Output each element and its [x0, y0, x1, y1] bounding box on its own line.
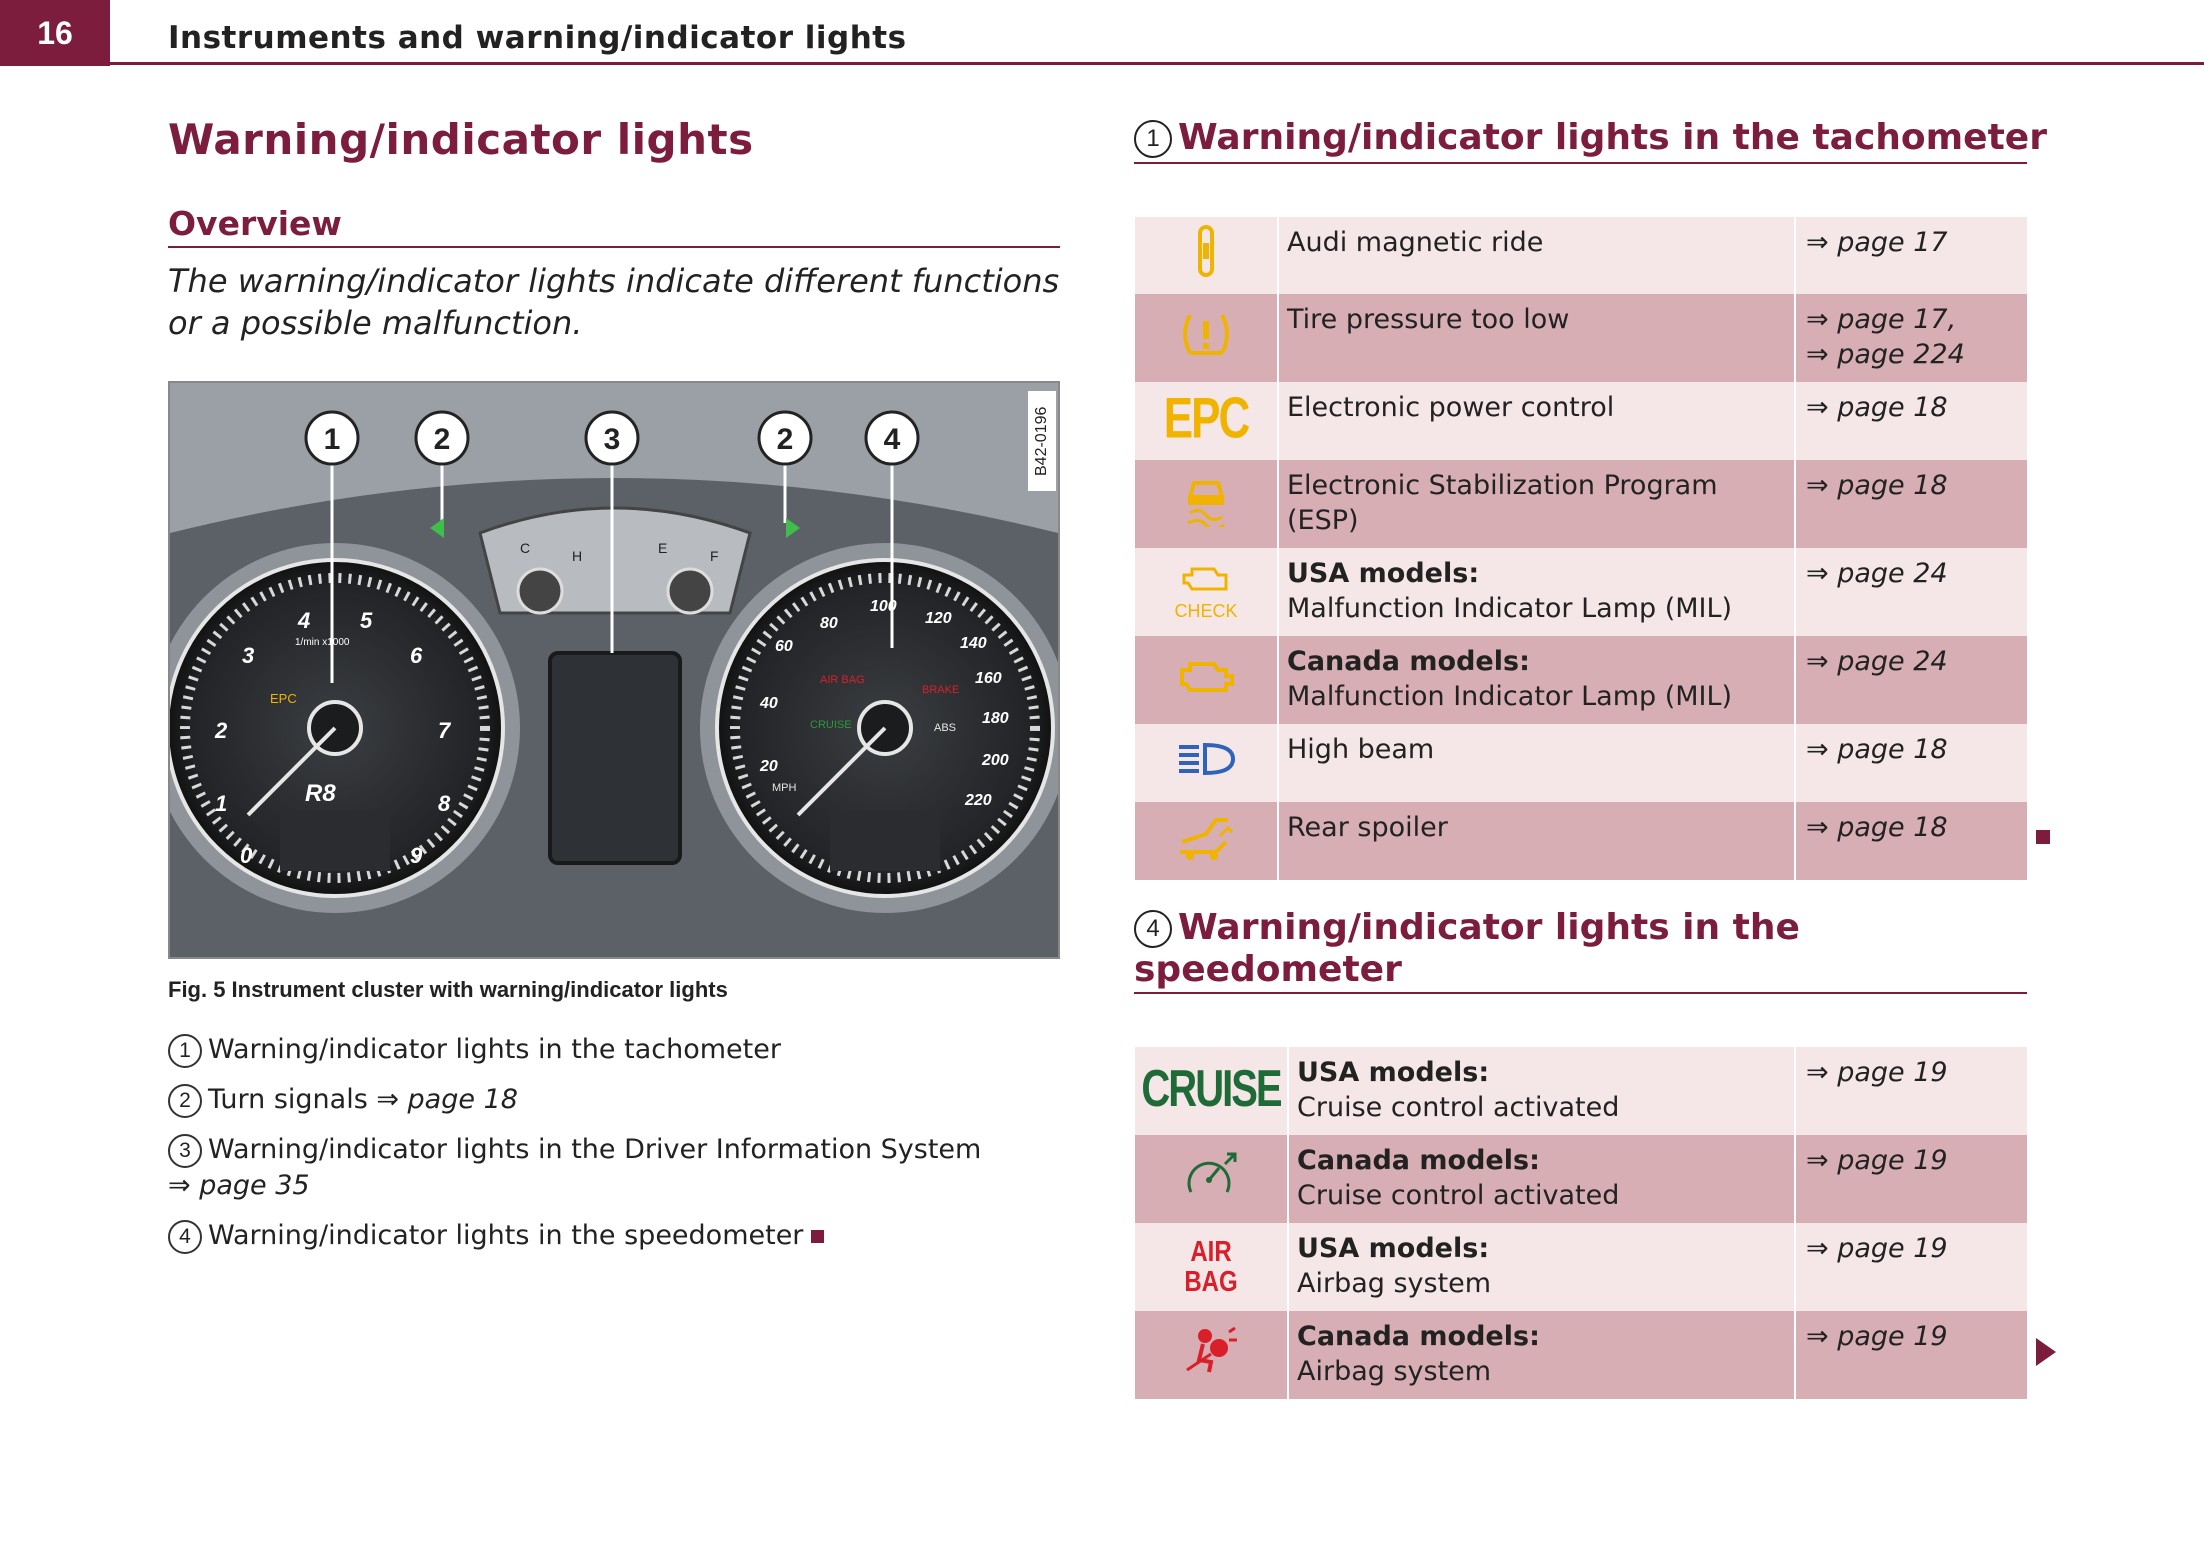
- speedo-abs-label: ABS: [934, 722, 957, 734]
- epc-icon: EPC: [1135, 382, 1278, 460]
- header-title: Instruments and warning/indicator lights: [168, 20, 907, 56]
- tach-number-9: 9: [410, 843, 423, 868]
- table-row: [1135, 1135, 2027, 1223]
- tire-pressure-icon: [1135, 294, 1278, 382]
- intro-text: [168, 260, 1068, 344]
- light-description: USA models: Cruise control activated: [1288, 1047, 1795, 1135]
- magnetic-ride-icon: [1135, 217, 1278, 294]
- callout-2-right: 2: [776, 423, 794, 456]
- speedometer-section-title: [1134, 907, 1800, 991]
- tach-epc-label: EPC: [270, 691, 297, 706]
- callout-1: 1: [323, 423, 341, 456]
- tachometer-section-title: [1134, 117, 2047, 159]
- speedo-number-200: 200: [982, 752, 1009, 769]
- page-reference[interactable]: ⇒ page 19: [1795, 1047, 2027, 1135]
- legend-number: 3: [168, 1134, 202, 1168]
- speedo-number-80: 80: [820, 615, 838, 632]
- speedo-number-120: 120: [925, 610, 952, 627]
- speedo-number-220: 220: [965, 792, 992, 809]
- legend-text: Warning/indicator lights in the Driver Information System: [208, 1134, 982, 1165]
- cruise-canada-icon: [1135, 1135, 1288, 1223]
- light-description: Canada models: Malfunction Indicator Lamp (MIL): [1278, 636, 1795, 724]
- legend-number: 1: [168, 1034, 202, 1068]
- table-row: [1135, 1311, 2027, 1399]
- table-row: [1135, 217, 2027, 294]
- table-row: [1135, 460, 2027, 548]
- legend-page-link[interactable]: page 18: [407, 1084, 518, 1115]
- light-description: Rear spoiler: [1278, 802, 1795, 880]
- table-row: [1135, 724, 2027, 802]
- legend-item-1: [168, 1032, 781, 1068]
- tach-number-6: 6: [410, 643, 423, 668]
- speedo-cruise-label: CRUISE: [810, 719, 852, 731]
- light-description: USA models: Malfunction Indicator Lamp (MIL): [1278, 548, 1795, 636]
- legend-item-2: [168, 1082, 518, 1118]
- overview-heading: Overview: [168, 204, 342, 243]
- tach-unit: 1/min x1000: [295, 637, 350, 648]
- table-row: [1135, 636, 2027, 724]
- legend-text: Warning/indicator lights in the tachometer: [208, 1034, 781, 1065]
- speedo-airbag-label: AIR BAG: [820, 674, 865, 686]
- gauge-letter-c: C: [520, 540, 531, 556]
- fuel-gauge: [668, 569, 712, 613]
- rear-spoiler-icon: [1135, 802, 1278, 880]
- legend-text: Warning/indicator lights in the speedometer: [208, 1220, 804, 1251]
- table-row: [1135, 802, 2027, 880]
- table-row: [1135, 1047, 2027, 1135]
- page-reference[interactable]: ⇒ page 24: [1795, 548, 2027, 636]
- end-mark: [2036, 830, 2050, 844]
- end-mark: [811, 1230, 824, 1243]
- continue-arrow-icon: [2036, 1338, 2056, 1366]
- tach-number-5: 5: [360, 608, 373, 633]
- airbag-person-icon: [1135, 1311, 1288, 1399]
- light-description: Tire pressure too low: [1278, 294, 1795, 382]
- speedo-number-160: 160: [975, 670, 1002, 687]
- section-number: 4: [1134, 910, 1172, 948]
- page-number: 16: [0, 0, 110, 66]
- page-reference[interactable]: ⇒ page 18: [1795, 382, 2027, 460]
- legend-text: Turn signals ⇒: [208, 1084, 408, 1115]
- speedo-brake-label: BRAKE: [922, 684, 960, 696]
- section-title-line-1: Warning/indicator lights in the: [1178, 907, 1800, 948]
- light-description: Electronic Stabilization Program (ESP): [1278, 460, 1795, 548]
- light-description: USA models: Airbag system: [1288, 1223, 1795, 1311]
- section-title-line-2: speedometer: [1134, 949, 1402, 990]
- legend-item-3: [168, 1132, 981, 1204]
- check-engine-icon: CHECK: [1135, 548, 1278, 636]
- gauge-letter-h: H: [572, 548, 583, 564]
- speedo-number-60: 60: [775, 638, 793, 655]
- light-description: Canada models: Cruise control activated: [1288, 1135, 1795, 1223]
- legend-page-link[interactable]: ⇒ page 35: [168, 1170, 310, 1201]
- section-number: 1: [1134, 120, 1172, 158]
- tach-r8-label: R8: [305, 780, 336, 807]
- legend-number: 2: [168, 1084, 202, 1118]
- overview-rule: [168, 246, 1060, 248]
- speedometer-lights-table: [1135, 1047, 2027, 1399]
- figure-caption: Fig. 5 Instrument cluster with warning/indicator lights: [168, 977, 728, 1002]
- airbag-icon: AIR BAG: [1135, 1223, 1288, 1311]
- page-reference[interactable]: ⇒ page 19: [1795, 1135, 2027, 1223]
- page-reference[interactable]: ⇒ page 19: [1795, 1311, 2027, 1399]
- page-reference[interactable]: ⇒ page 19: [1795, 1223, 2027, 1311]
- gauge-letter-f: F: [710, 548, 719, 564]
- tach-number-7: 7: [438, 718, 451, 743]
- table-row: [1135, 548, 2027, 636]
- legend-number: 4: [168, 1220, 202, 1254]
- intro-line-2: or a possible malfunction.: [168, 304, 583, 342]
- tach-number-4: 4: [298, 608, 311, 633]
- gauge-letter-e: E: [658, 540, 668, 556]
- page-reference[interactable]: ⇒ page 17: [1795, 217, 2027, 294]
- light-description: Electronic power control: [1278, 382, 1795, 460]
- speedo-mph-label: MPH: [772, 782, 797, 794]
- table-row: [1135, 294, 2027, 382]
- speedo-number-180: 180: [982, 710, 1009, 727]
- driver-information-display: [550, 653, 680, 863]
- speedo-number-140: 140: [960, 635, 987, 652]
- table-row: [1135, 382, 2027, 460]
- light-description: High beam: [1278, 724, 1795, 802]
- tachometer-lights-table: [1135, 217, 2027, 880]
- speedometer-section-rule: [1134, 992, 2027, 994]
- page-reference[interactable]: ⇒ page 17, ⇒ page 224: [1795, 294, 2027, 382]
- tachometer-section-rule: [1134, 162, 2027, 164]
- page-title: Warning/indicator lights: [168, 115, 754, 164]
- tach-number-2: 2: [215, 718, 228, 743]
- esp-icon: [1135, 460, 1278, 548]
- page-reference[interactable]: ⇒ page 18: [1795, 724, 2027, 802]
- tach-number-1: 1: [215, 791, 228, 816]
- tach-number-8: 8: [438, 791, 451, 816]
- table-row: [1135, 1223, 2027, 1311]
- legend-item-4: [168, 1218, 824, 1254]
- speedo-number-40: 40: [760, 695, 778, 712]
- callout-2-left: 2: [433, 423, 451, 456]
- speedometer: [700, 543, 1058, 913]
- light-description: Canada models: Airbag system: [1288, 1311, 1795, 1399]
- temp-gauge: [518, 569, 562, 613]
- page-reference[interactable]: ⇒ page 18: [1795, 460, 2027, 548]
- instrument-cluster-figure: [168, 381, 1060, 959]
- header-rule: [110, 62, 2204, 65]
- callout-3: 3: [603, 423, 621, 456]
- high-beam-icon: [1135, 724, 1278, 802]
- figure-code: B42-0196: [1028, 391, 1056, 491]
- engine-icon: [1135, 636, 1278, 724]
- page-reference[interactable]: ⇒ page 24: [1795, 636, 2027, 724]
- instrument-cluster-illustration: [170, 383, 1058, 957]
- intro-line-1: The warning/indicator lights indicate different functions: [168, 262, 1060, 300]
- light-description: Audi magnetic ride: [1278, 217, 1795, 294]
- page-reference[interactable]: ⇒ page 18: [1795, 802, 2027, 880]
- tach-number-3: 3: [242, 643, 255, 668]
- cruise-icon: CRUISE: [1135, 1047, 1288, 1135]
- speedo-number-100: 100: [870, 598, 897, 615]
- callout-4: 4: [883, 423, 901, 456]
- speedo-number-20: 20: [760, 758, 778, 775]
- section-title-text: Warning/indicator lights in the tachometer: [1178, 117, 2047, 158]
- tach-number-0: 0: [240, 843, 253, 868]
